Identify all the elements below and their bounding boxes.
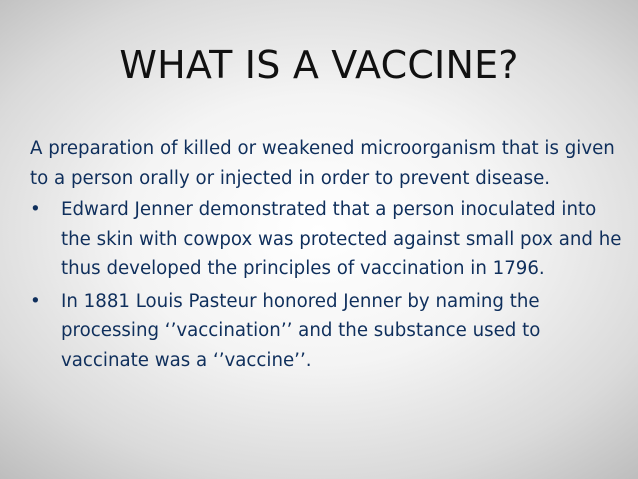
- bullet-list: [30, 195, 630, 375]
- bullet-item-pasteur: [30, 287, 630, 376]
- slide-body: [30, 134, 630, 378]
- bullet-icon: •: [30, 290, 41, 312]
- slide-title: WHAT IS A VACCINE?: [119, 43, 519, 87]
- bullet-text: In 1881 Louis Pasteur honored Jenner by naming the processing ‘’vaccination’’ and the substance used to vaccinate was a ‘’vaccine’’.: [61, 290, 541, 371]
- bullet-text: Edward Jenner demonstrated that a person inoculated into the skin with cowpox was protected against small pox and he thus developed the principles of vaccination in 1796.: [61, 199, 622, 279]
- intro-paragraph: A preparation of killed or weakened microorganism that is given to a person orally or injected in order to prevent disease.: [30, 138, 615, 189]
- bullet-icon: •: [30, 199, 41, 220]
- bullet-item-jenner: [30, 195, 630, 284]
